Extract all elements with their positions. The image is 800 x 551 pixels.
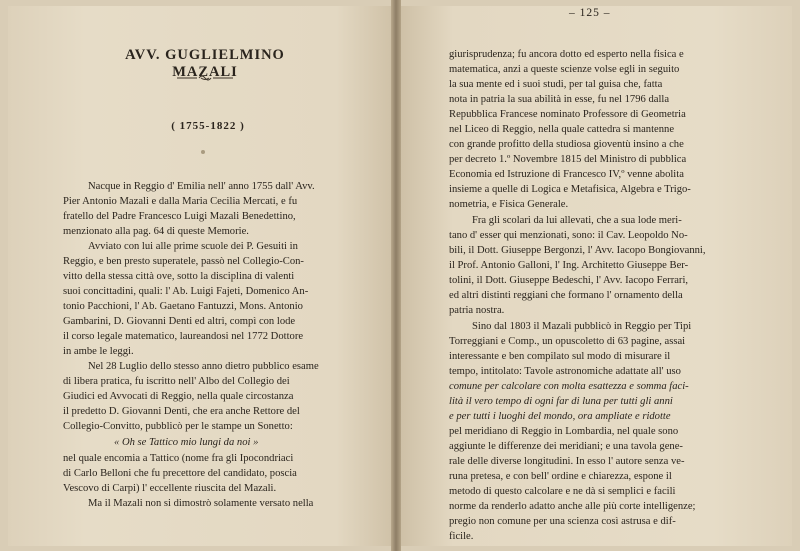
right-line: patria nostra. bbox=[449, 305, 505, 316]
right-line: comune per calcolare con molta esattezza e somma faci- bbox=[449, 381, 689, 392]
left-line: Vescovo di Carpi) l' eccellente riuscita del Mazali. bbox=[63, 483, 277, 494]
sonnet-quote: « Oh se Tattico mio lungi da noi » bbox=[114, 437, 259, 448]
left-line: il corso legale matematico, laureandosi nel 1772 Dottore bbox=[63, 331, 304, 342]
right-line: Fra gli scolari da lui allevati, che a sua lode meri- bbox=[472, 215, 682, 226]
left-line: di libera pratica, fu iscritto nell' Albo del Collegio dei bbox=[63, 376, 290, 387]
left-line: menzionato alla pag. 64 di queste Memorie. bbox=[63, 226, 249, 237]
right-line: ficile. bbox=[449, 531, 474, 542]
left-line: in ambe le leggi. bbox=[63, 346, 134, 357]
right-line: e per tutti i luoghi del mondo, ora ampliate e ridotte bbox=[449, 411, 671, 422]
right-line: ed altri distinti reggiani che formano l' ornamento della bbox=[449, 290, 683, 301]
left-line: il predetto D. Giovanni Denti, che era anche Rettore del bbox=[63, 406, 300, 417]
book-gutter bbox=[391, 0, 401, 551]
right-line: lità il vero tempo di ogni far di luna per tutti gli anni bbox=[449, 396, 673, 407]
right-line: matematica, anzi a queste scienze volse egli in seguito bbox=[449, 64, 680, 75]
right-line: tempo, intitolato: Tavole astronomiche adattate all' uso bbox=[449, 366, 681, 377]
right-line: Repubblica Francese nominato Professore di Geometria bbox=[449, 109, 686, 120]
right-line: pregio non comune per una scienza così astrusa e dif- bbox=[449, 516, 676, 527]
right-line: rale delle diverse longitudini. In esso l' autore senza ve- bbox=[449, 456, 685, 467]
left-line: Gambarini, D. Giovanni Denti ed altri, compì con lode bbox=[63, 316, 296, 327]
page-speck bbox=[201, 150, 205, 154]
biography-years: ( 1755-1822 ) bbox=[171, 120, 245, 132]
left-line: nel quale encomia a Tattico (nome fra gli Ipocondriaci bbox=[63, 453, 294, 464]
right-line: norme da renderlo adatto anche alle più corte intelligenze; bbox=[449, 501, 696, 512]
right-line: nel Liceo di Reggio, nella quale cattedra si mantenne bbox=[449, 124, 675, 135]
left-line: Nel 28 Luglio dello stesso anno dietro pubblico esame bbox=[88, 361, 319, 372]
right-line: Economia ed Istruzione di Francesco IV,º venne abolita bbox=[449, 169, 684, 180]
left-line: tonio Pacchioni, l' Ab. Gaetano Fantuzzi, Mons. Antonio bbox=[63, 301, 303, 312]
right-line: metodo di questo calcolare e ne dà si semplici e facili bbox=[449, 486, 676, 497]
left-line: Nacque in Reggio d' Emilia nell' anno 1755 dall' Avv. bbox=[88, 181, 315, 192]
page-number: – 125 – bbox=[569, 7, 611, 19]
left-line: Reggio, e ben presto superatele, passò nel Collegio-Con- bbox=[63, 256, 304, 267]
left-line: Collegio-Convitto, pubblicò per le stampe un Sonetto: bbox=[63, 421, 293, 432]
left-line: Pier Antonio Mazali e dalla Maria Cecilia Mercati, e fu bbox=[63, 196, 298, 207]
left-line: Giudici ed Avvocati di Reggio, nella quale circostanza bbox=[63, 391, 294, 402]
right-line: Sino dal 1803 il Mazali pubblicò in Reggio per Tipi bbox=[472, 321, 692, 332]
left-line: Ma il Mazali non si dimostrò solamente versato nella bbox=[88, 498, 314, 509]
right-line: con grande profitto della studiosa gioventù insino a che bbox=[449, 139, 684, 150]
right-line: runa pretesa, e con bell' ordine e chiarezza, espone il bbox=[449, 471, 672, 482]
right-line: giurisprudenza; fu ancora dotto ed esperto nella fisica e bbox=[449, 49, 684, 60]
biography-title: AVV. GUGLIELMINO MAZALI bbox=[125, 47, 285, 80]
left-line: Avviato con lui alle prime scuole dei P. Gesuiti in bbox=[88, 241, 298, 252]
right-line: interessante e ben compilato sul modo di misurare il bbox=[449, 351, 671, 362]
right-line: il Prof. Antonio Galloni, l' Ing. Architetto Giuseppe Ber- bbox=[449, 260, 689, 271]
right-line: tano d' esser qui menzionati, sono: il Cav. Leopoldo No- bbox=[449, 230, 688, 241]
left-line: suoi concittadini, quali: l' Ab. Luigi Fajeti, Domenico An- bbox=[63, 286, 309, 297]
right-line: per decreto 1.º Novembre 1815 del Ministro di pubblica bbox=[449, 154, 687, 165]
right-line: la sua mente ed i suoi studi, per tal guisa che, fatta bbox=[449, 79, 663, 90]
right-line: bili, il Dott. Giuseppe Bergonzi, l' Avv. Iacopo Bongiovanni, bbox=[449, 245, 706, 256]
right-line: aggiunte le differenze dei meridiani; e una tavola gene- bbox=[449, 441, 683, 452]
left-line: vitto della stessa città ove, sotto la disciplina di valenti bbox=[63, 271, 295, 282]
right-line: Torreggiani e Comp., un opuscoletto di 63 pagine, assai bbox=[449, 336, 686, 347]
right-line: pel meridiano di Reggio in Lombardia, nel quale sono bbox=[449, 426, 679, 437]
right-line: insieme a quelle di Logica e Metafisica, Algebra e Trigo- bbox=[449, 184, 691, 195]
title-ornament-icon bbox=[175, 73, 235, 83]
right-line: tolini, il Dott. Giuseppe Bedeschi, l' Avv. Iacopo Ferrari, bbox=[449, 275, 689, 286]
right-line: nometria, e Fisica Generale. bbox=[449, 199, 569, 210]
left-line: di Carlo Belloni che fu precettore del candidato, poscia bbox=[63, 468, 297, 479]
right-line: nota in patria la sua abilità in esse, fu nel 1796 dalla bbox=[449, 94, 670, 105]
left-line: fratello del Padre Francesco Luigi Mazali Benedettino, bbox=[63, 211, 296, 222]
